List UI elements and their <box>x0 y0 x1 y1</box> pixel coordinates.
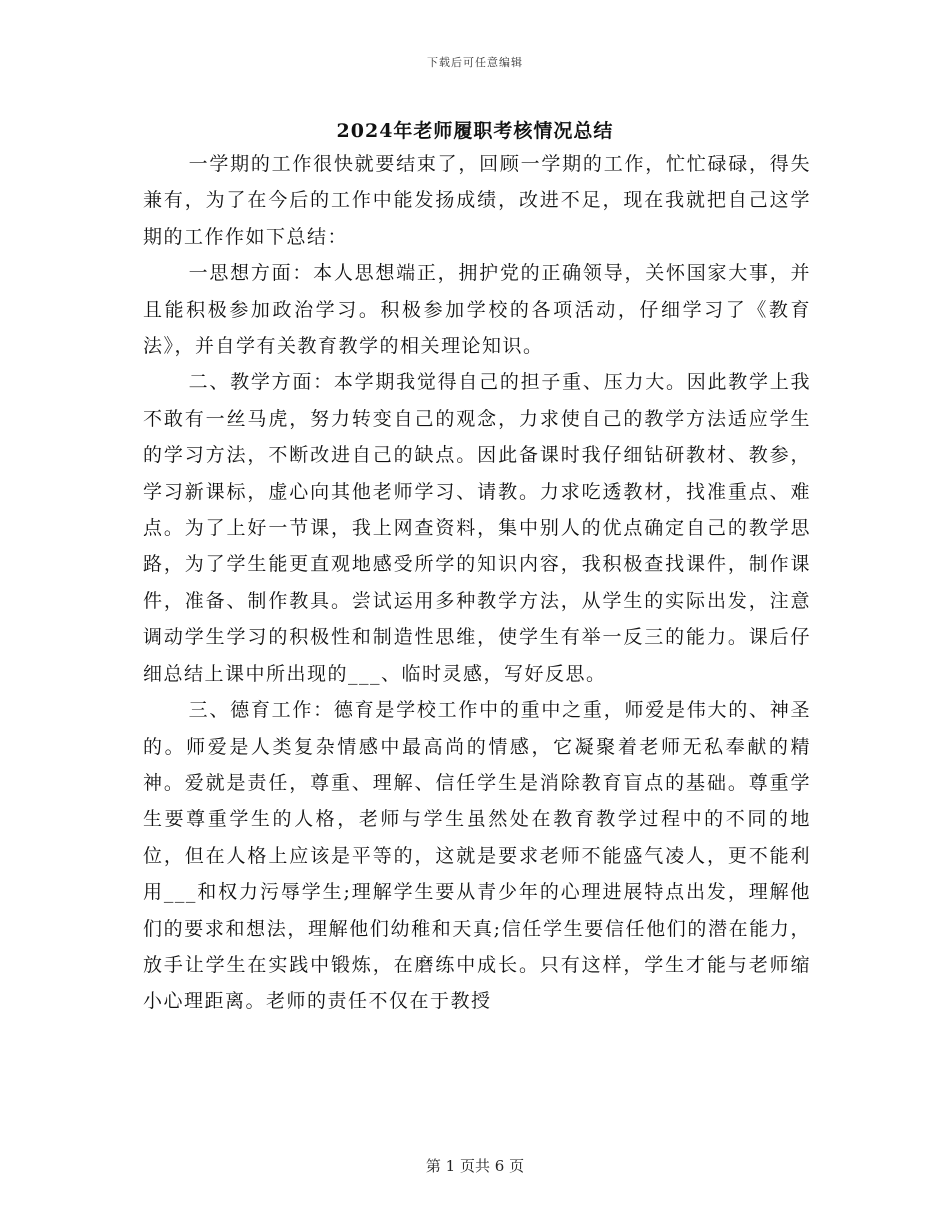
paragraph-teaching: 二、教学方面：本学期我觉得自己的担子重、压力大。因此教学上我不敢有一丝马虎，努力转变自己的观念，力求使自己的教学方法适应学生的学习方法，不断改进自己的缺点。因此备课时我仔细钻研教材、教参，学习新课标，虚心向其他老师学习、请教。力求吃透教材，找准重点、难点。为了上好一节课，我上网查资料，集中别人的优点确定自己的教学思路，为了学生能更直观地感受所学的知识内容，我积极查找课件，制作课件，准备、制作教具。尝试运用多种教学方法，从学生的实际出发，注意调动学生学习的积极性和制造性思维，使学生有举一反三的能力。课后仔细总结上课中所出现的___、临时灵感，写好反思。 <box>143 371 811 685</box>
paragraph-thought: 一思想方面：本人思想端正，拥护党的正确领导，关怀国家大事，并且能积极参加政治学习。积极参加学校的各项活动，仔细学习了《教育法》，并自学有关教育教学的相关理论知识。 <box>143 262 811 358</box>
document-body <box>143 146 811 1020</box>
document-title: 2024年老师履职考核情况总结 <box>336 120 614 142</box>
header-note: 下载后可任意编辑 <box>427 56 523 69</box>
page-footer: 第 1 页共 6 页 <box>425 1157 525 1175</box>
paragraph-moral-education: 三、德育工作：德育是学校工作中的重中之重，师爱是伟大的、神圣的。师爱是人类复杂情感中最高尚的情感，它凝聚着老师无私奉献的精神。爱就是责任，尊重、理解、信任学生是消除教育盲点的基础。尊重学生要尊重学生的人格，老师与学生虽然处在教育教学过程中的不同的地位，但在人格上应该是平等的，这就是要求老师不能盛气凌人，更不能利用___和权力污辱学生;理解学生要从青少年的心理进展特点出发，理解他们的要求和想法，理解他们幼稚和天真;信任学生要信任他们的潜在能力，放手让学生在实践中锻炼，在磨练中成长。只有这样，学生才能与老师缩小心理距离。老师的责任不仅在于教授 <box>143 699 811 1013</box>
paragraph-intro: 一学期的工作很快就要结束了，回顾一学期的工作，忙忙碌碌，得失兼有，为了在今后的工作中能发扬成绩，改进不足，现在我就把自己这学期的工作作如下总结： <box>143 153 811 248</box>
